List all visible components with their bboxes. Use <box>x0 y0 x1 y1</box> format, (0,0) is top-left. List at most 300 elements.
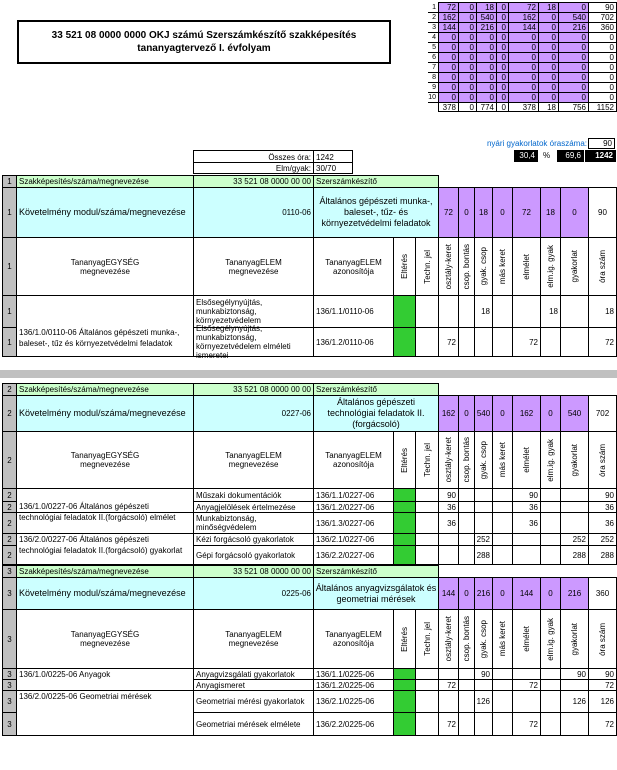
row-value <box>474 512 493 534</box>
szak-code: 33 521 08 0000 00 00 <box>193 565 314 578</box>
summary-cell: 0 <box>458 92 477 103</box>
summary-cell: 0 <box>558 82 589 93</box>
row-elem: Geometriai mérések elmélete <box>193 712 314 736</box>
section-separator <box>0 370 617 378</box>
header-elteres <box>393 237 416 296</box>
header-osztaly <box>438 431 459 489</box>
summary-cell: 0 <box>458 32 477 43</box>
summary-cell: 0 <box>496 92 509 103</box>
summary-cell: 0 <box>496 32 509 43</box>
summary-cell: 0 <box>508 52 539 63</box>
header-taneg: TananyagEGYSÉG megnevezése <box>16 237 194 296</box>
header-elmelet-text: elmélet <box>522 447 531 473</box>
szak-code: 33 521 08 0000 00 00 <box>193 175 314 188</box>
row-value: 72 <box>438 327 459 357</box>
summary-cell: 72 <box>508 2 539 13</box>
header-tanelem: TananyagELEM megnevezése <box>193 609 314 669</box>
summary-cell: 0 <box>588 92 617 103</box>
szak-code: 33 521 08 0000 00 00 <box>193 383 314 396</box>
summary-cell: 0 <box>438 52 459 63</box>
summary-cell: 0 <box>496 52 509 63</box>
row-elteres <box>393 488 416 502</box>
header-gyakorlat <box>560 609 589 669</box>
summer-label: nyári gyakorlatok óraszáma: <box>486 139 587 148</box>
row-value <box>458 512 475 534</box>
row-value <box>438 295 459 328</box>
header-mas-text: más keret <box>498 621 507 657</box>
szak-name: Szerszámkészítő <box>313 175 439 188</box>
header-elmelet-text: elmélet <box>522 253 531 280</box>
row-value <box>438 690 459 713</box>
summary-row-num: 1 <box>428 2 439 13</box>
summary-cell: 0 <box>588 42 617 53</box>
row-azonosito: 136/2.1/0227-06 <box>313 533 394 546</box>
section-num: 1 <box>2 295 17 328</box>
row-elem: Anyagismeret <box>193 679 314 691</box>
row-elem: Elsősegélynyújtás, munkabiztonság, környezetvédelem <box>193 295 314 328</box>
summary-cell: 0 <box>458 62 477 73</box>
mod-value: 540 <box>560 395 589 432</box>
mod-value: 0 <box>540 577 561 610</box>
row-value <box>474 327 493 357</box>
osszes-label: Összes óra: <box>193 150 314 163</box>
header-ora-text: óra szám <box>598 443 607 477</box>
row-value <box>560 295 589 328</box>
row-value <box>540 545 561 565</box>
summary-row-num: 5 <box>428 42 439 53</box>
kov-label: Követelmény modul/száma/megnevezése <box>16 577 194 610</box>
row-elem: Kézi forgácsoló gyakorlatok <box>193 533 314 546</box>
row-value <box>512 545 541 565</box>
row-elteres <box>393 295 416 328</box>
summary-cell: 0 <box>438 72 459 83</box>
section-num: 3 <box>2 609 17 669</box>
header-tanaz: TananyagELEM azonosítója <box>313 431 394 489</box>
header-mas <box>492 237 513 296</box>
mod-value: 0 <box>458 577 475 610</box>
row-value: 36 <box>512 501 541 513</box>
summary-cell: 0 <box>508 92 539 103</box>
row-value: 18 <box>540 295 561 328</box>
row-value <box>458 327 475 357</box>
summary-cell: 0 <box>558 52 589 63</box>
header-techn <box>415 609 439 669</box>
row-elteres <box>393 545 416 565</box>
row-value <box>492 295 513 328</box>
row-azonosito: 136/1.1/0227-06 <box>313 488 394 502</box>
summary-cell: 0 <box>458 12 477 23</box>
summary-cell: 0 <box>496 22 509 33</box>
header-gyakorlat-text: gyakorlat <box>570 250 579 283</box>
row-value <box>512 690 541 713</box>
percent-sign: % <box>543 151 551 160</box>
row-value: 126 <box>474 690 493 713</box>
section-num: 1 <box>2 327 17 357</box>
summary-cell: 0 <box>476 32 497 43</box>
summary-cell: 0 <box>508 62 539 73</box>
header-csop-text: csop. bontás <box>462 437 471 483</box>
row-value <box>458 488 475 502</box>
header-taneg: TananyagEGYSÉG megnevezése <box>16 431 194 489</box>
summary-cell: 0 <box>538 52 559 63</box>
section-num: 2 <box>2 383 17 396</box>
section-num: 2 <box>2 545 17 565</box>
elmgyak-label: Elm/gyak: <box>193 162 314 174</box>
mod-value: 216 <box>560 577 589 610</box>
section-num: 1 <box>2 237 17 296</box>
header-elmig <box>540 237 561 296</box>
section-num: 3 <box>2 565 17 578</box>
header-gyak <box>474 237 493 296</box>
summary-cell: 0 <box>508 72 539 83</box>
kov-label: Követelmény modul/száma/megnevezése <box>16 187 194 238</box>
summary-cell: 144 <box>508 22 539 33</box>
row-azonosito: 136/1.1/0110-06 <box>313 295 394 328</box>
row-value <box>560 712 589 736</box>
summary-cell: 162 <box>508 12 539 23</box>
header-elmig <box>540 431 561 489</box>
summary-cell: 0 <box>476 72 497 83</box>
header-elteres-text: Eltérés <box>400 254 409 279</box>
summary-cell: 0 <box>588 82 617 93</box>
row-azonosito: 136/1.2/0110-06 <box>313 327 394 357</box>
summary-cell: 0 <box>496 82 509 93</box>
summary-cell: 0 <box>538 92 559 103</box>
row-elem: Anyagvizsgálati gyakorlatok <box>193 668 314 680</box>
header-techn-text: Techn. jel <box>422 443 432 477</box>
mod-name: Általános anyagvizsgálatok és geometriai mérések <box>313 577 439 610</box>
summary-total-cell: 1152 <box>588 102 617 112</box>
summary-cell: 0 <box>496 72 509 83</box>
row-egyseg: 136/1.0/0225-06 Anyagok <box>16 668 194 680</box>
row-value: 288 <box>474 545 493 565</box>
row-value: 126 <box>560 690 589 713</box>
summary-cell: 0 <box>538 12 559 23</box>
row-elem: Munkabiztonság, minőségvédelem <box>193 512 314 534</box>
summary-total-cell: 378 <box>438 102 459 112</box>
row-value <box>540 712 561 736</box>
header-mas-text: más keret <box>498 442 507 478</box>
section-num: 2 <box>2 395 17 432</box>
mod-value: 0 <box>560 187 589 238</box>
summary-row-num: 2 <box>428 12 439 23</box>
row-value <box>560 488 589 502</box>
summary-cell: 90 <box>588 2 617 13</box>
summary-cell: 0 <box>588 72 617 83</box>
row-value: 72 <box>512 712 541 736</box>
header-elmelet <box>512 431 541 489</box>
summary-row-num: 4 <box>428 32 439 43</box>
row-elteres <box>393 690 416 713</box>
header-gyak-text: gyak. csop <box>479 247 488 286</box>
section-num: 3 <box>2 712 17 736</box>
row-value <box>540 512 561 534</box>
header-gyakorlat <box>560 237 589 296</box>
mod-value: 360 <box>588 577 617 610</box>
summary-cell: 0 <box>558 92 589 103</box>
header-mas-text: más keret <box>498 248 507 285</box>
header-gyak <box>474 609 493 669</box>
row-value <box>492 545 513 565</box>
osszes-value: 1242 <box>313 150 353 163</box>
row-azonosito: 136/1.2/0227-06 <box>313 501 394 513</box>
summary-cell: 0 <box>538 22 559 33</box>
mod-value: 0 <box>540 395 561 432</box>
summary-row-num: 3 <box>428 22 439 33</box>
row-egyseg <box>16 488 194 502</box>
row-value: 36 <box>438 512 459 534</box>
summary-cell: 0 <box>438 82 459 93</box>
summary-cell: 360 <box>588 22 617 33</box>
row-azonosito: 136/1.2/0225-06 <box>313 679 394 691</box>
header-osztaly-text: osztály-keret <box>444 616 453 662</box>
header-elmig-text: elm.ig. gyak <box>546 438 555 482</box>
row-elem: Elsősegélynyújtás, munkabiztonság, környezetvédelem elméleti ismeretei <box>193 327 314 357</box>
header-elteres <box>393 431 416 489</box>
row-elem: Anyagjelölések értelmezése <box>193 501 314 513</box>
row-value <box>540 690 561 713</box>
row-value: 90 <box>474 668 493 680</box>
mod-code: 0227-06 <box>193 395 314 432</box>
row-value <box>458 545 475 565</box>
row-value <box>474 488 493 502</box>
row-egyseg <box>16 295 194 328</box>
header-gyak <box>474 431 493 489</box>
row-value: 36 <box>512 512 541 534</box>
row-azonosito: 136/2.2/0225-06 <box>313 712 394 736</box>
header-gyak-text: gyak. csop <box>479 619 488 659</box>
row-value <box>540 488 561 502</box>
row-value: 72 <box>512 327 541 357</box>
summary-cell: 0 <box>588 62 617 73</box>
summary-cell: 0 <box>538 72 559 83</box>
mod-value: 540 <box>474 395 493 432</box>
header-elmig-text: elm.ig. gyak <box>546 617 555 661</box>
header-ora <box>588 237 617 296</box>
row-egyseg: 136/2.0/0225-06 Geometriai mérések <box>16 690 194 713</box>
summary-cell: 162 <box>438 12 459 23</box>
summary-total-cell: 0 <box>496 102 509 112</box>
row-egyseg <box>16 712 194 736</box>
summary-cell: 0 <box>458 82 477 93</box>
section-num: 3 <box>2 679 17 691</box>
row-value <box>560 327 589 357</box>
header-elmig <box>540 609 561 669</box>
percent-right: 69,6 <box>557 150 584 162</box>
row-egyseg: 136/2.0/0227-06 Általános gépészeti technológiai feladatok II.(forgácsoló) gyakorlat <box>16 533 194 546</box>
summary-row-num: 6 <box>428 52 439 63</box>
summary-cell: 0 <box>558 72 589 83</box>
header-csop-text: csop. bontás <box>462 616 471 662</box>
header-mas <box>492 609 513 669</box>
page-title-line1: 33 521 08 0000 0000 OKJ számú Szerszámkészítő szakképesítés <box>51 30 357 41</box>
summary-cell: 18 <box>538 2 559 13</box>
row-value: 90 <box>560 668 589 680</box>
summary-row-num: 10 <box>428 92 439 103</box>
header-osztaly-text: osztály-keret <box>444 437 453 483</box>
summary-cell: 216 <box>558 22 589 33</box>
header-ora-text: óra szám <box>598 622 607 656</box>
mod-value: 702 <box>588 395 617 432</box>
mod-value: 90 <box>588 187 617 238</box>
header-osztaly <box>438 609 459 669</box>
header-elmig-text: elm.ig. gyak <box>546 245 555 288</box>
summary-cell: 0 <box>496 42 509 53</box>
row-value: 72 <box>512 679 541 691</box>
header-ora <box>588 609 617 669</box>
elmgyak-value: 30/70 <box>313 162 353 174</box>
szak-name: Szerszámkészítő <box>313 383 439 396</box>
header-taneg: TananyagEGYSÉG megnevezése <box>16 609 194 669</box>
row-value: 36 <box>438 501 459 513</box>
row-techn <box>415 712 439 736</box>
row-techn <box>415 295 439 328</box>
section-num: 3 <box>2 577 17 610</box>
summary-total-cell: 774 <box>476 102 497 112</box>
row-value: 288 <box>560 545 589 565</box>
mod-name: Általános gépészeti munka-, baleset-, tűz- és környezetvédelmi feladatok <box>313 187 439 238</box>
row-elem: Műszaki dokumentációk <box>193 488 314 502</box>
row-techn <box>415 488 439 502</box>
summary-total-cell: 378 <box>508 102 539 112</box>
header-elmelet <box>512 609 541 669</box>
summary-cell: 0 <box>458 52 477 63</box>
summary-cell: 540 <box>476 12 497 23</box>
summary-cell: 0 <box>476 82 497 93</box>
row-value: 252 <box>560 533 589 546</box>
summary-cell: 0 <box>558 42 589 53</box>
summary-row-num: 7 <box>428 62 439 73</box>
row-egyseg: 136/1.0/0110-06 Általános gépészeti munka-, baleset-, tűz és környezetvédelmi feladatok <box>16 327 194 357</box>
header-techn <box>415 431 439 489</box>
mod-value: 0 <box>458 187 475 238</box>
summary-cell: 0 <box>496 62 509 73</box>
header-csop <box>458 237 475 296</box>
summary-cell: 0 <box>588 52 617 63</box>
summary-total-cell: 18 <box>538 102 559 112</box>
row-techn <box>415 690 439 713</box>
header-csop-text: csop. bontás <box>462 243 471 290</box>
row-techn <box>415 545 439 565</box>
summary-cell: 0 <box>558 2 589 13</box>
summary-total-cell: 0 <box>458 102 477 112</box>
row-value <box>492 488 513 502</box>
row-value: 36 <box>588 512 617 534</box>
header-osztaly <box>438 237 459 296</box>
row-egyseg: 136/1.0/0227-06 Általános gépészeti technológiai feladatok II.(forgácsoló) elmélet <box>16 501 194 513</box>
row-elem: Gépi forgácsoló gyakorlatok <box>193 545 314 565</box>
page-title-line2: tananyagtervező I. évfolyam <box>137 43 271 54</box>
szak-label: Szakképesítés/száma/megnevezése <box>16 565 194 578</box>
header-gyakorlat <box>560 431 589 489</box>
summary-cell: 72 <box>438 2 459 13</box>
header-mas <box>492 431 513 489</box>
section-num: 2 <box>2 431 17 489</box>
mod-value: 162 <box>438 395 459 432</box>
header-elteres <box>393 609 416 669</box>
summary-cell: 0 <box>538 62 559 73</box>
kov-label: Követelmény modul/száma/megnevezése <box>16 395 194 432</box>
row-value: 72 <box>438 712 459 736</box>
summary-total-cell: 756 <box>558 102 589 112</box>
mod-value: 72 <box>438 187 459 238</box>
summary-row-num: 9 <box>428 82 439 93</box>
summary-cell: 540 <box>558 12 589 23</box>
summer-value: 90 <box>588 138 615 149</box>
summary-cell: 216 <box>476 22 497 33</box>
row-azonosito: 136/2.1/0225-06 <box>313 690 394 713</box>
header-osztaly-text: osztály-keret <box>444 243 453 290</box>
header-ora-text: óra szám <box>598 250 607 283</box>
summary-cell: 0 <box>558 32 589 43</box>
header-tanelem: TananyagELEM megnevezése <box>193 237 314 296</box>
mod-value: 0 <box>492 395 513 432</box>
header-gyakorlat-text: gyakorlat <box>570 443 579 477</box>
summary-cell: 0 <box>476 92 497 103</box>
row-value <box>512 295 541 328</box>
row-value: 252 <box>588 533 617 546</box>
row-value <box>474 712 493 736</box>
summary-cell: 0 <box>458 72 477 83</box>
summary-cell: 0 <box>458 42 477 53</box>
section-num: 1 <box>2 175 17 188</box>
header-gyakorlat-text: gyakorlat <box>570 622 579 656</box>
mod-name: Általános gépészeti technológiai feladatok II. (forgácsoló) <box>313 395 439 432</box>
section-num: 2 <box>2 501 17 513</box>
mod-value: 144 <box>438 577 459 610</box>
row-value: 90 <box>588 488 617 502</box>
header-techn-text: Techn. jel <box>422 622 432 656</box>
row-elteres <box>393 512 416 534</box>
summary-cell: 0 <box>438 42 459 53</box>
section-num: 2 <box>2 488 17 502</box>
header-techn-text: Techn. jel <box>422 249 432 284</box>
mod-value: 162 <box>512 395 541 432</box>
row-value: 72 <box>438 679 459 691</box>
summary-cell: 0 <box>476 42 497 53</box>
row-value <box>560 512 589 534</box>
header-elmelet <box>512 237 541 296</box>
row-azonosito: 136/1.1/0225-06 <box>313 668 394 680</box>
row-value <box>458 295 475 328</box>
header-csop <box>458 609 475 669</box>
row-value: 72 <box>588 327 617 357</box>
header-tanaz: TananyagELEM azonosítója <box>313 609 394 669</box>
row-egyseg <box>16 512 194 534</box>
mod-value: 0 <box>492 187 513 238</box>
mod-code: 0225-06 <box>193 577 314 610</box>
summary-cell: 0 <box>458 22 477 33</box>
summary-cell: 0 <box>496 2 509 13</box>
header-tanelem: TananyagELEM megnevezése <box>193 431 314 489</box>
header-tanaz: TananyagELEM azonosítója <box>313 237 394 296</box>
row-value: 18 <box>588 295 617 328</box>
summary-cell: 0 <box>538 42 559 53</box>
header-elteres-text: Eltérés <box>400 626 409 652</box>
row-value <box>492 690 513 713</box>
header-csop <box>458 431 475 489</box>
section-num: 2 <box>2 533 17 546</box>
row-value <box>540 327 561 357</box>
summary-cell: 0 <box>508 42 539 53</box>
szak-label: Szakképesítés/száma/megnevezése <box>16 175 194 188</box>
summary-row-num: 8 <box>428 72 439 83</box>
row-elteres <box>393 327 416 357</box>
mod-value: 18 <box>474 187 493 238</box>
summary-cell: 0 <box>538 82 559 93</box>
mod-value: 0 <box>458 395 475 432</box>
row-value <box>438 545 459 565</box>
